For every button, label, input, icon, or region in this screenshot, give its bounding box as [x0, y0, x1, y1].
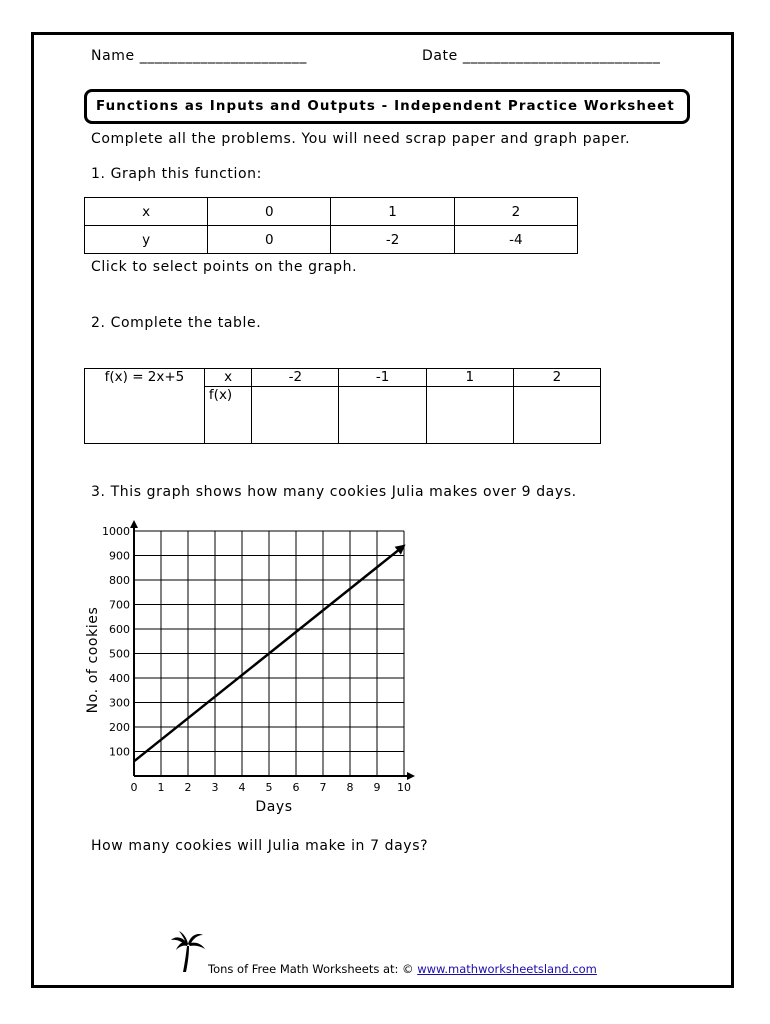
- y-tick-label: 700: [109, 598, 130, 612]
- x-tick-label: 8: [346, 781, 354, 794]
- y-tick-label: 800: [109, 574, 130, 587]
- x-tick-label: 2: [184, 781, 192, 794]
- x-tick-label: 7: [319, 781, 327, 794]
- problem2-table: [84, 368, 601, 444]
- palm-tree-icon: [170, 930, 206, 974]
- x-tick-label: 1: [157, 781, 165, 794]
- table-cell: -1: [339, 369, 426, 387]
- table-cell: -4: [454, 226, 577, 254]
- table-row: [85, 198, 578, 226]
- y-tick-label: 100: [109, 745, 130, 759]
- problem1-table: [84, 197, 578, 254]
- x-tick-label: 5: [265, 781, 273, 794]
- y-tick-label: 1000: [102, 525, 130, 538]
- problem3-prompt: 3. This graph shows how many cookies Julia makes over 9 days.: [91, 484, 577, 500]
- table-row: [85, 226, 578, 254]
- x-tick-label: 6: [292, 781, 300, 794]
- x-axis-label: Days: [255, 799, 293, 815]
- y-axis-arrow: [130, 520, 138, 528]
- answer-cell[interactable]: [513, 387, 600, 444]
- x-axis-arrow: [407, 772, 415, 780]
- y-tick-label: 600: [109, 623, 130, 636]
- answer-cell[interactable]: [339, 387, 426, 444]
- table-cell: 1: [426, 369, 513, 387]
- worksheet-title: Functions as Inputs and Outputs - Independent Practice Worksheet: [96, 99, 675, 114]
- table-cell: 0: [208, 226, 331, 254]
- table-cell: x: [204, 369, 251, 387]
- table-cell: 2: [513, 369, 600, 387]
- x-tick-label: 9: [373, 781, 381, 794]
- y-tick-label: 200: [109, 721, 130, 734]
- footer-text: Tons of Free Math Worksheets at: ©: [208, 962, 414, 976]
- date-field-label: Date __________________________: [422, 48, 661, 64]
- table-cell: 1: [331, 198, 454, 226]
- worksheet-title-box: [84, 89, 690, 124]
- chart-ticks: [102, 525, 411, 794]
- table-cell: -2: [331, 226, 454, 254]
- problem1-prompt: 1. Graph this function:: [91, 166, 262, 182]
- table-cell: y: [85, 226, 208, 254]
- table-row: [85, 369, 601, 387]
- table-cell: -2: [252, 369, 339, 387]
- instructions: Complete all the problems. You will need scrap paper and graph paper.: [91, 131, 631, 147]
- graph-select-link[interactable]: Click to select points on the graph.: [91, 259, 358, 275]
- x-tick-label: 3: [211, 781, 219, 794]
- answer-cell[interactable]: [426, 387, 513, 444]
- x-tick-label: 4: [238, 781, 246, 794]
- x-tick-label: 0: [130, 781, 138, 794]
- table-cell: f(x): [204, 387, 251, 444]
- table-cell: 2: [454, 198, 577, 226]
- problem3-question: How many cookies will Julia make in 7 days?: [91, 838, 429, 854]
- problem2-prompt: 2. Complete the table.: [91, 315, 262, 331]
- table-cell: 0: [208, 198, 331, 226]
- y-axis-label: No. of cookies: [85, 606, 101, 714]
- y-tick-label: 500: [109, 647, 130, 661]
- cookies-line-chart: [70, 515, 430, 820]
- answer-cell[interactable]: [252, 387, 339, 444]
- footer: [208, 962, 597, 976]
- chart-series: [134, 544, 406, 761]
- y-tick-label: 300: [109, 696, 130, 710]
- y-tick-label: 900: [109, 549, 130, 563]
- table-cell: x: [85, 198, 208, 226]
- footer-link[interactable]: www.mathworksheetsland.com: [417, 962, 597, 976]
- x-tick-label: 10: [397, 781, 411, 794]
- y-tick-label: 400: [109, 672, 130, 685]
- function-cell: f(x) = 2x+5: [85, 369, 205, 444]
- name-field-label: Name ______________________: [91, 48, 307, 64]
